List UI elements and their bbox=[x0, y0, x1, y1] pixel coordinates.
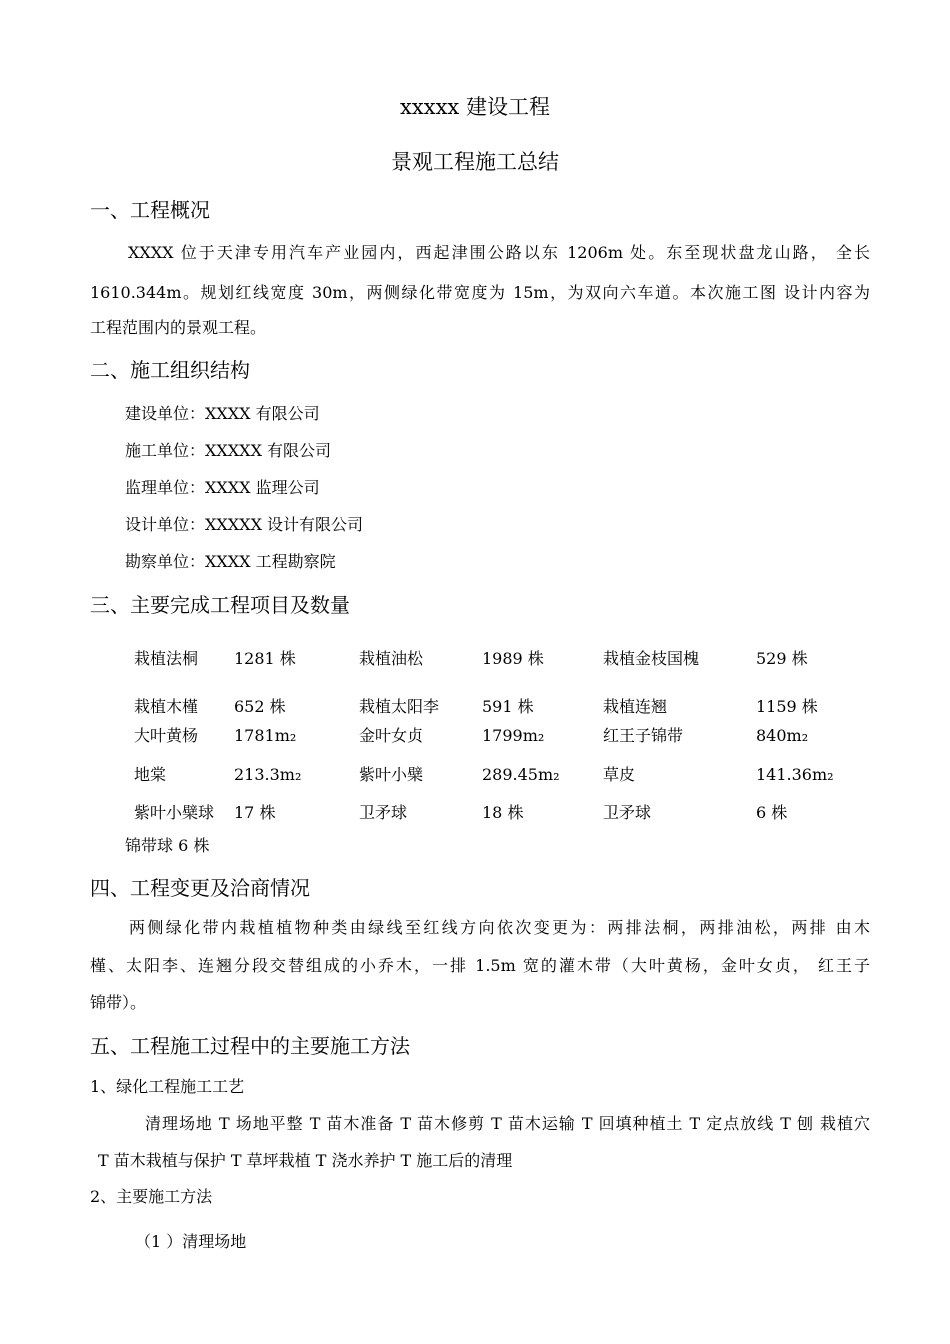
item-name: 卫矛球 bbox=[359, 803, 408, 822]
paragraph-line: XXXX 位于天津专用汽车产业园内，西起津围公路以东 1206m 处。东至现状盘龙山路， 全长 bbox=[128, 243, 870, 262]
section-heading-changes: 四、工程变更及洽商情况 bbox=[90, 876, 310, 900]
item-quantity: 289.45m₂ bbox=[482, 765, 560, 784]
item-quantity: 840m₂ bbox=[756, 726, 809, 745]
process-line: T 苗木栽植与保护 T 草坪栽植 T 浇水养护 T 施工后的清理 bbox=[98, 1151, 513, 1170]
item-name: 金叶女贞 bbox=[359, 726, 424, 745]
item-extra: 锦带球 6 株 bbox=[125, 836, 210, 855]
paragraph-line: 槿、太阳李、连翘分段交替组成的小乔木，一排 1.5m 宽的灌木带（大叶黄杨，金叶女贞， 红王子 bbox=[90, 956, 870, 975]
paragraph-line: 两侧绿化带内栽植植物种类由绿线至红线方向依次变更为：两排法桐，两排油松，两排 由木 bbox=[129, 918, 870, 937]
paragraph-line: 1610.344m。规划红线宽度 30m，两侧绿化带宽度为 15m，为双向六车道。本次施工图 设计内容为 bbox=[90, 283, 870, 302]
item-name: 地棠 bbox=[134, 765, 167, 784]
item-name: 草皮 bbox=[603, 765, 636, 784]
item-quantity: 17 株 bbox=[234, 803, 276, 822]
item-quantity: 213.3m₂ bbox=[234, 765, 302, 784]
paragraph-line: 锦带）。 bbox=[90, 993, 147, 1012]
item-quantity: 1799m₂ bbox=[482, 726, 545, 745]
item-name: 紫叶小檗 bbox=[359, 765, 424, 784]
item-name: 栽植法桐 bbox=[134, 649, 199, 668]
item-name: 紫叶小檗球 bbox=[134, 803, 215, 822]
paragraph-line: 工程范围内的景观工程。 bbox=[90, 318, 267, 337]
section-heading-organization: 二、施工组织结构 bbox=[90, 358, 250, 382]
org-item: 施工单位：XXXXX 有限公司 bbox=[125, 441, 332, 460]
item-quantity: 529 株 bbox=[756, 649, 808, 668]
item-quantity: 141.36m₂ bbox=[756, 765, 834, 784]
item-quantity: 1989 株 bbox=[482, 649, 544, 668]
item-quantity: 591 株 bbox=[482, 697, 534, 716]
item-name: 大叶黄杨 bbox=[134, 726, 199, 745]
item-quantity: 1281 株 bbox=[234, 649, 296, 668]
section-heading-quantities: 三、主要完成工程项目及数量 bbox=[90, 593, 350, 617]
item-name: 栽植木槿 bbox=[134, 697, 199, 716]
document-title: xxxxx 建设工程 bbox=[400, 95, 550, 119]
item-quantity: 1781m₂ bbox=[234, 726, 297, 745]
item-name: 卫矛球 bbox=[603, 803, 652, 822]
org-item: 建设单位：XXXX 有限公司 bbox=[125, 404, 320, 423]
org-item: 设计单位：XXXXX 设计有限公司 bbox=[125, 515, 364, 534]
item-name: 栽植金枝国槐 bbox=[603, 649, 700, 668]
org-item: 监理单位：XXXX 监理公司 bbox=[125, 478, 320, 497]
item-name: 栽植太阳李 bbox=[359, 697, 440, 716]
item-name: 栽植连翘 bbox=[603, 697, 668, 716]
process-line: 清理场地 T 场地平整 T 苗木准备 T 苗木修剪 T 苗木运输 T 回填种植土 T 定点放线 T 刨 栽植穴 bbox=[145, 1114, 870, 1133]
item-quantity: 18 株 bbox=[482, 803, 524, 822]
org-item: 勘察单位：XXXX 工程勘察院 bbox=[125, 552, 336, 571]
method-item: （1 ）清理场地 bbox=[135, 1232, 247, 1251]
section-heading-overview: 一、工程概况 bbox=[90, 198, 210, 222]
document-subtitle: 景观工程施工总结 bbox=[391, 150, 559, 174]
item-quantity: 652 株 bbox=[234, 697, 286, 716]
item-quantity: 6 株 bbox=[756, 803, 788, 822]
item-name: 红王子锦带 bbox=[603, 726, 684, 745]
section-heading-methods: 五、工程施工过程中的主要施工方法 bbox=[90, 1034, 410, 1058]
subheading-methods: 2、主要施工方法 bbox=[90, 1187, 213, 1206]
item-quantity: 1159 株 bbox=[756, 697, 818, 716]
item-name: 栽植油松 bbox=[359, 649, 424, 668]
subheading-process: 1、绿化工程施工工艺 bbox=[90, 1077, 245, 1096]
